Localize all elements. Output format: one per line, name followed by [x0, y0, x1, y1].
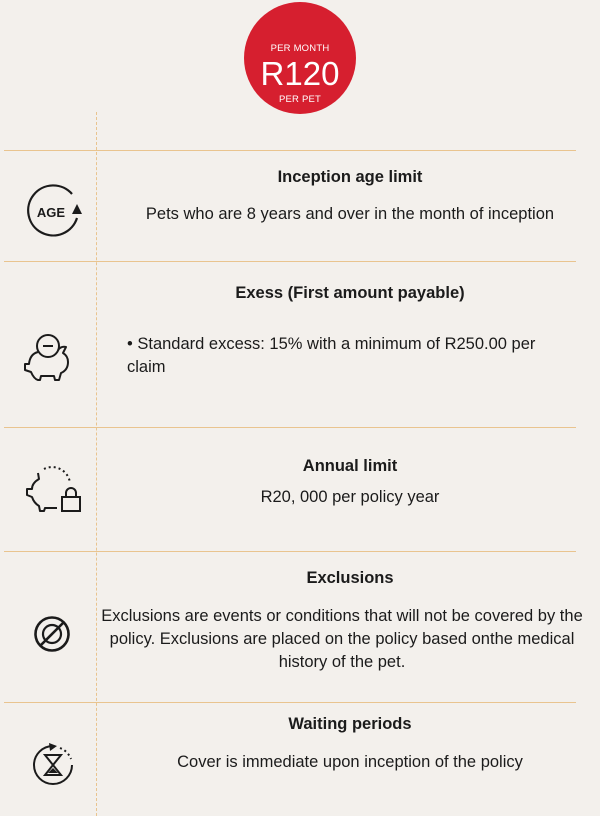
section-body: Cover is immediate upon inception of the policy: [177, 753, 523, 771]
price-unit-label: PER PET: [278, 94, 322, 105]
price-badge: [244, 2, 356, 114]
prohibited-icon: [32, 614, 72, 654]
section-divider: [4, 551, 576, 552]
section-body: • Standard excess: 15% with a minimum of R250.00 per claim: [127, 335, 536, 376]
age-cycle-icon: [20, 180, 84, 242]
section-divider: [4, 261, 576, 262]
price-period-label: PER MONTH: [270, 43, 330, 54]
section-title: Exclusions: [306, 569, 394, 587]
section-title: Annual limit: [302, 457, 398, 475]
section-title: Inception age limit: [277, 168, 423, 186]
piggy-bank-coin-icon: [22, 332, 80, 382]
section-title: Exess (First amount payable): [235, 284, 465, 302]
section-body: R20, 000 per policy year: [260, 488, 440, 506]
section-body: Pets who are 8 years and over in the month of inception: [145, 205, 555, 223]
section-divider: [4, 427, 576, 428]
section-divider: [4, 702, 576, 703]
vertical-dashed-guide: [96, 112, 97, 816]
section-body: Exclusions are events or conditions that will not be covered by the policy. Exclusions are placed on the policy based onthe medical history of the pet.: [101, 607, 583, 671]
section-title: Waiting periods: [288, 715, 412, 733]
section-divider: [4, 150, 576, 151]
svg-text:AGE: AGE: [36, 205, 66, 220]
hourglass-cycle-icon: [30, 742, 76, 788]
piggy-bank-lock-icon: [24, 465, 84, 515]
price-amount: R120: [260, 55, 340, 92]
